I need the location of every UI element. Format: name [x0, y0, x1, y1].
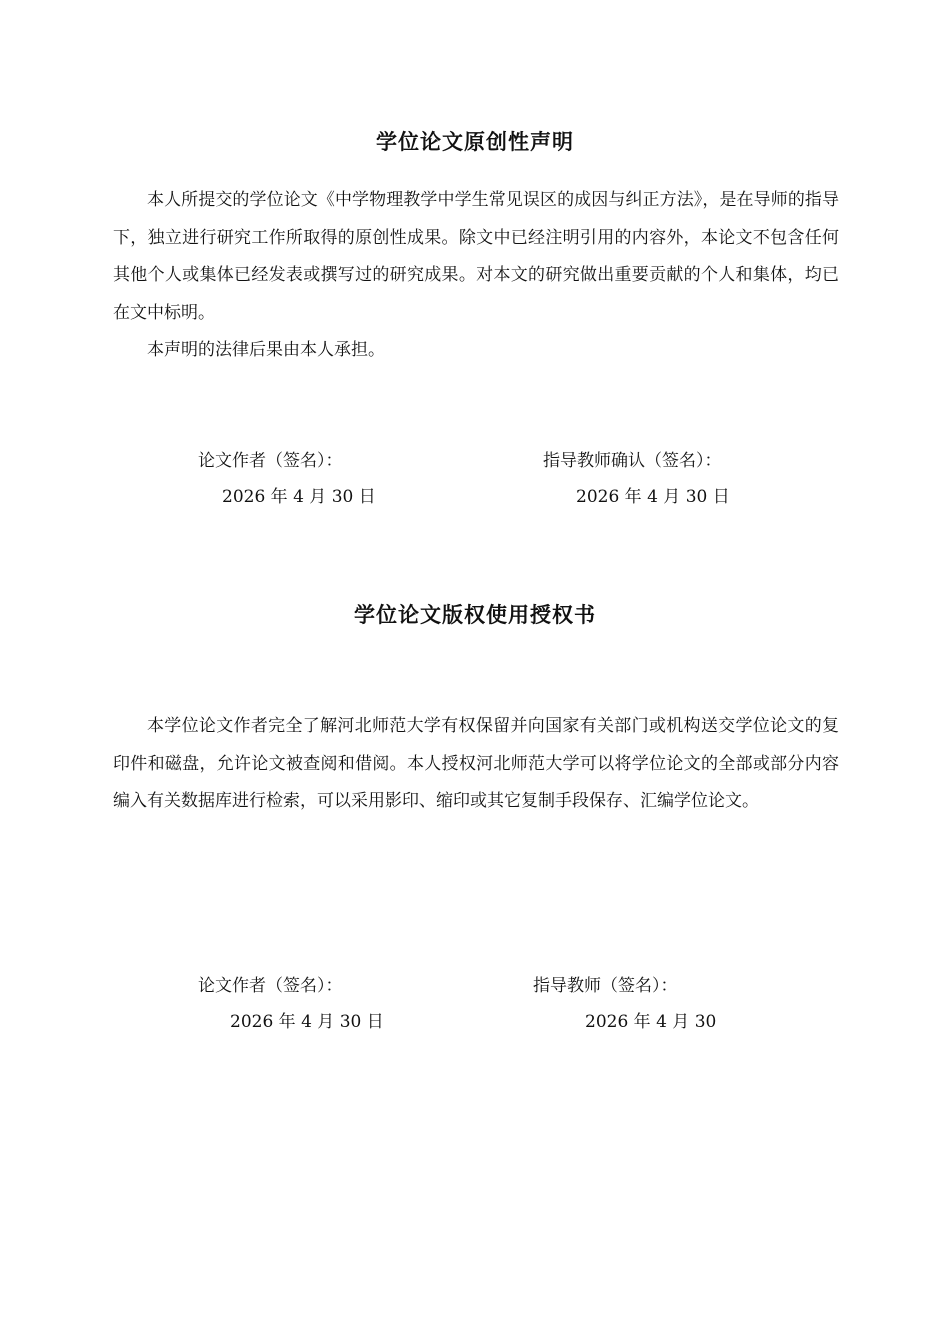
originality-paragraph-2: 本声明的法律后果由本人承担。	[147, 340, 385, 360]
originality-author-signature-label: 论文作者（签名）：	[198, 451, 343, 471]
copyright-advisor-signature-label: 指导教师（签名）：	[533, 976, 678, 996]
originality-paragraph-1: 本人所提交的学位论文《中学物理教学中学生常见误区的成因与纠正方法》，是在导师的指导下，独立进行研究工作所取得的原创性成果。除文中已经注明引用的内容外，本论文不包含任何其他个人或集体已经发表或撰写过的研究成果。对本文的研究做出重要贡献的个人和集体，均已在文中标明。	[113, 190, 839, 323]
originality-advisor-signature-label: 指导教师确认（签名）：	[543, 451, 722, 471]
originality-body	[113, 182, 839, 370]
copyright-body	[113, 708, 839, 821]
copyright-advisor-date: 2026 年 4 月 30	[585, 1012, 717, 1032]
originality-author-date: 2026 年 4 月 30 日	[222, 487, 376, 507]
copyright-paragraph-1: 本学位论文作者完全了解河北师范大学有权保留并向国家有关部门或机构送交学位论文的复印件和磁盘，允许论文被查阅和借阅。本人授权河北师范大学可以将学位论文的全部或部分内容编入有关数据库进行检索，可以采用影印、缩印或其它复制手段保存、汇编学位论文。	[113, 716, 839, 811]
copyright-title: 学位论文版权使用授权书	[354, 603, 596, 627]
copyright-author-signature-label: 论文作者（签名）：	[198, 976, 343, 996]
originality-title: 学位论文原创性声明	[376, 130, 574, 154]
originality-advisor-date: 2026 年 4 月 30 日	[576, 487, 730, 507]
copyright-author-date: 2026 年 4 月 30 日	[230, 1012, 384, 1032]
